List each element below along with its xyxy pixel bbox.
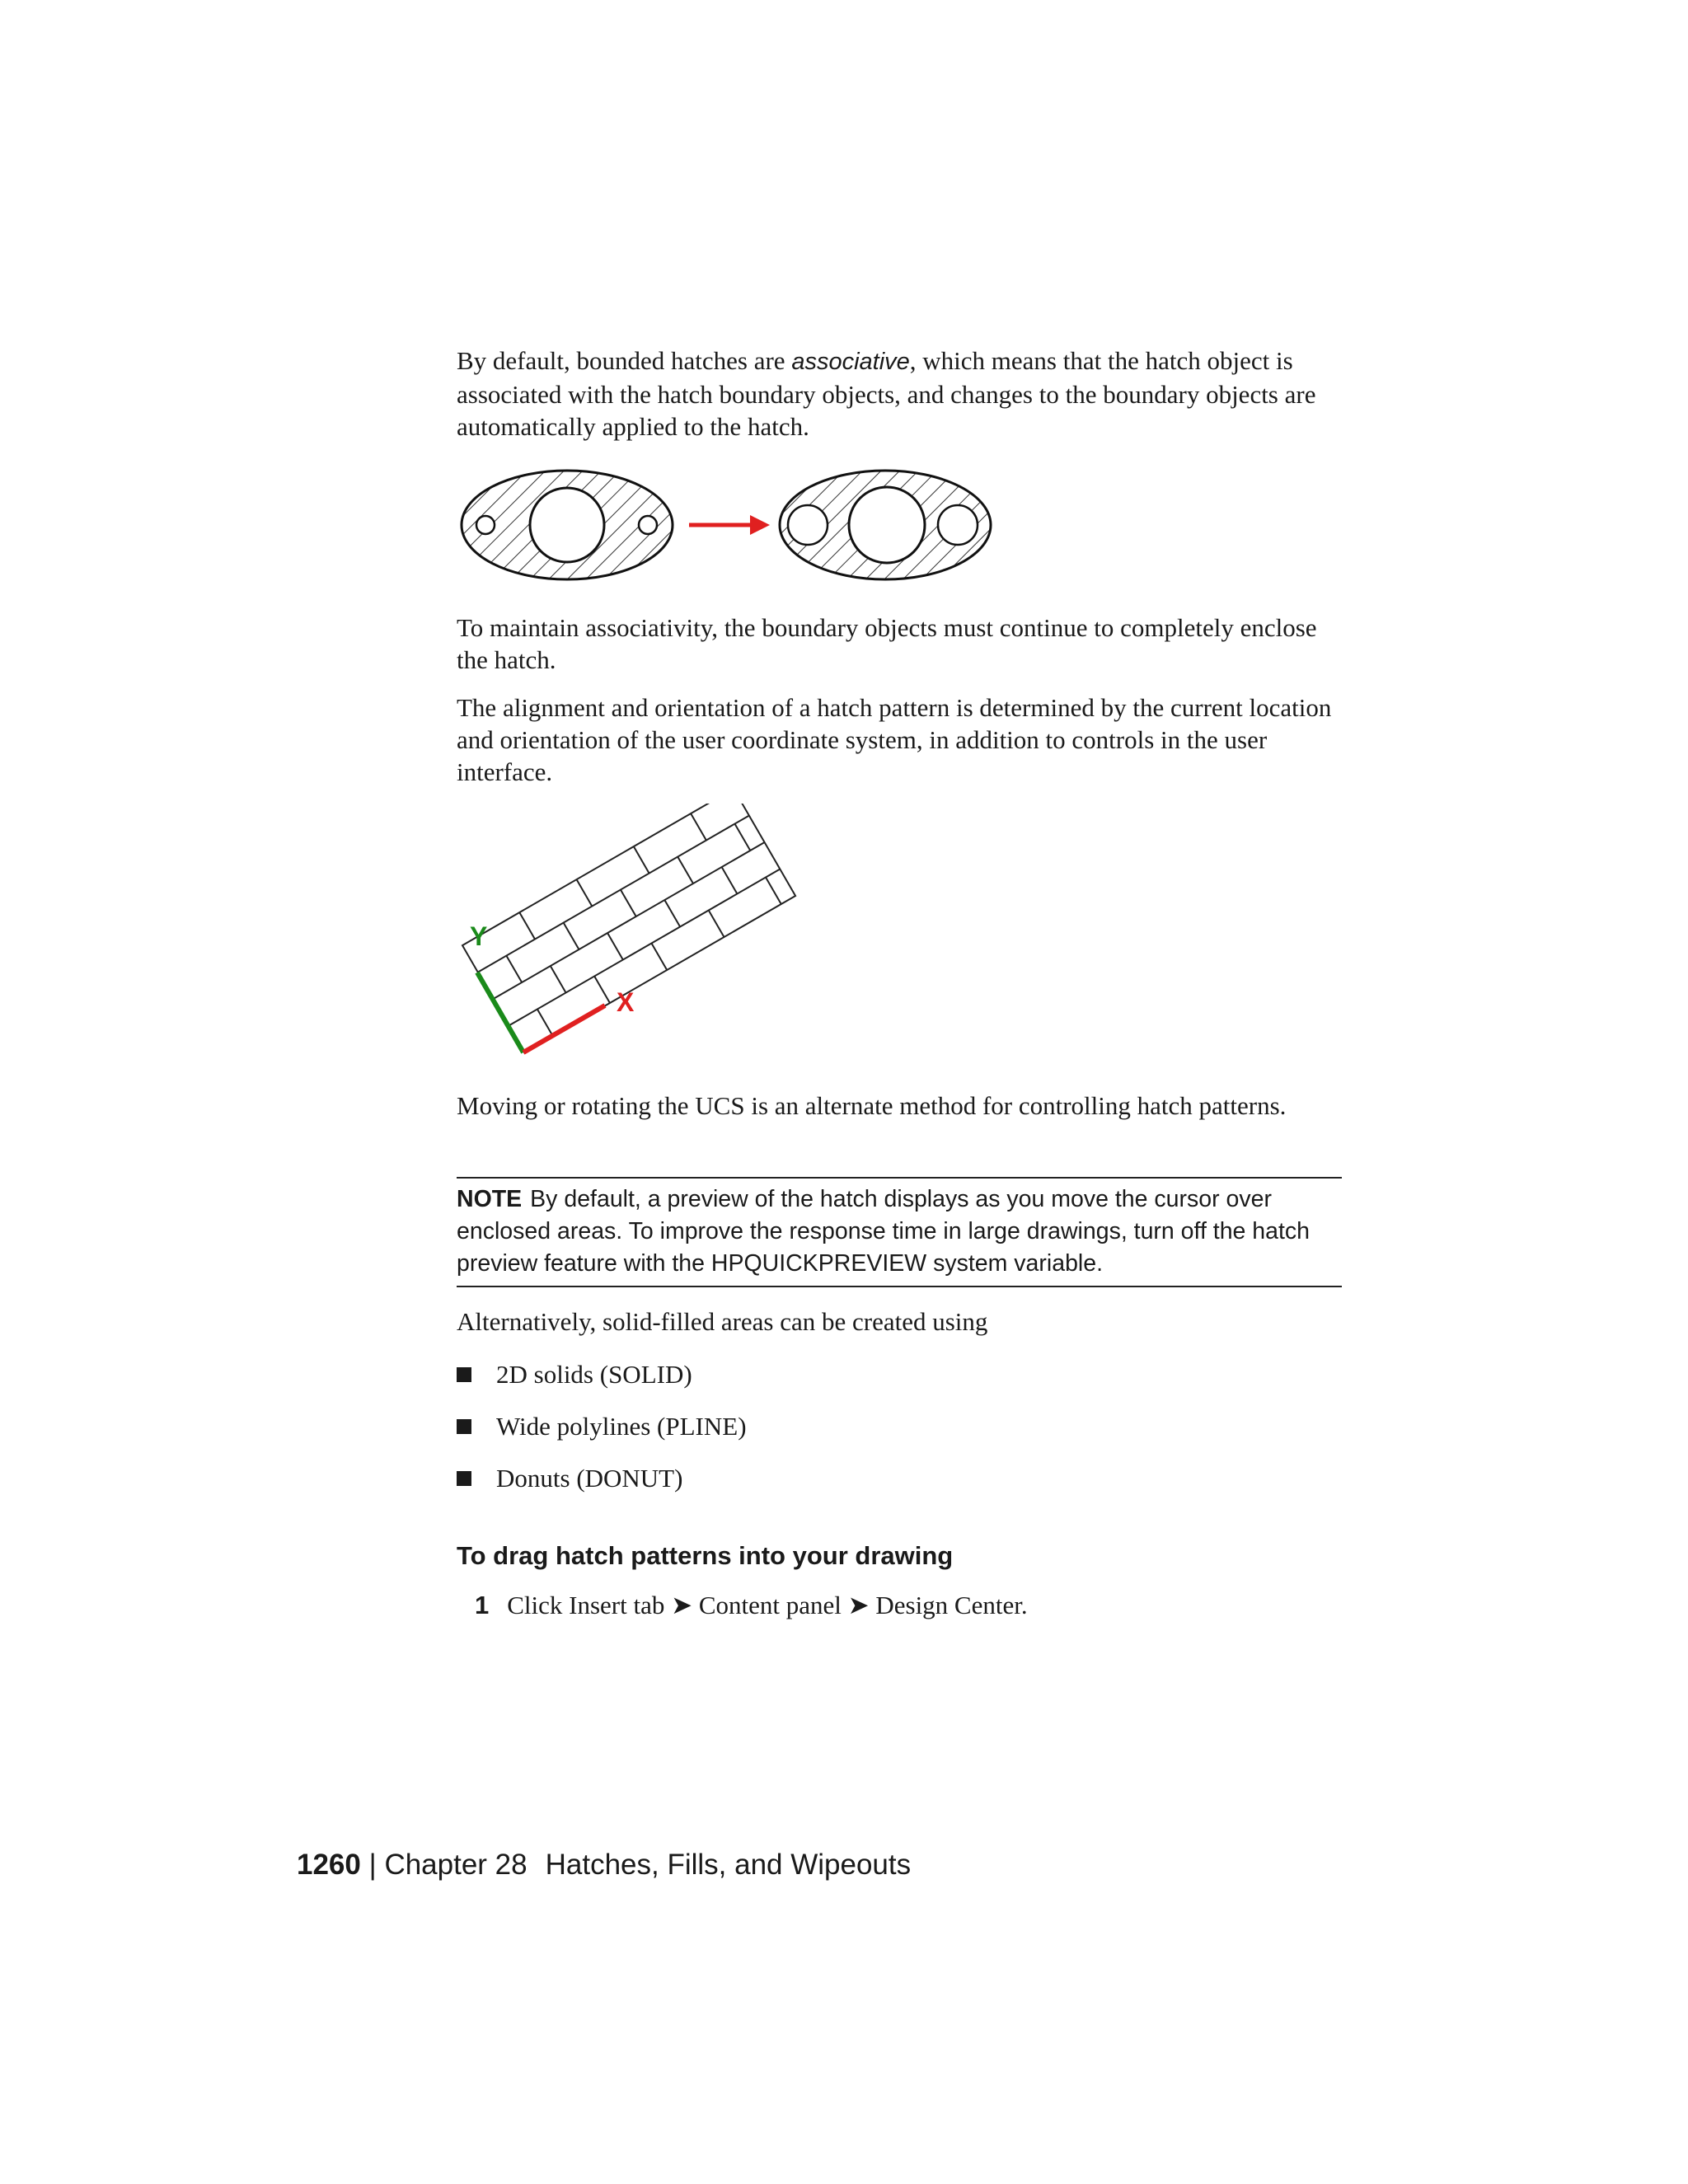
step-number: 1: [475, 1591, 490, 1619]
list-item-text: Donuts (DONUT): [496, 1464, 683, 1493]
bullet-square-icon: [457, 1419, 471, 1434]
list-item: [457, 1358, 692, 1390]
transition-arrow: [689, 515, 770, 535]
term-associative: associative: [791, 349, 910, 375]
ucs-x-label: X: [617, 987, 635, 1017]
chapter-label: Chapter 28: [384, 1849, 528, 1881]
page-number: 1260: [297, 1849, 361, 1881]
ucs-hatch-figure: [457, 804, 819, 1059]
step-text: Click Insert tab ➤ Content panel ➤ Design Center.: [507, 1591, 1028, 1619]
list-item-text: 2D solids (SOLID): [496, 1360, 692, 1389]
ucs-paragraph: Moving or rotating the UCS is an alternate method for controlling hatch patterns.: [457, 1091, 1287, 1120]
note-box: [457, 1177, 1342, 1287]
gasket-after: [780, 471, 991, 579]
gasket-before: [462, 471, 673, 579]
intro-text-start: By default, bounded hatches are: [457, 346, 792, 375]
list-item: [457, 1410, 747, 1442]
alignment-paragraph: The alignment and orientation of a hatch pattern is determined by the current location and orientation of the user coordinate system, in addition to controls in the user interface.: [457, 693, 1332, 786]
note-text: By default, a preview of the hatch displays as you move the cursor over enclosed areas. To improve the response time in large drawings, turn off the hatch preview feature with the HPQUICKPREVIEW system variable.: [457, 1186, 1311, 1277]
bullet-square-icon: [457, 1367, 471, 1382]
ucs-y-label: Y: [470, 921, 488, 951]
procedure-step: [475, 1589, 1028, 1621]
associative-hatch-figure: [457, 466, 1001, 589]
bullet-square-icon: [457, 1471, 471, 1486]
footer-separator: |: [368, 1849, 377, 1881]
ucs-x-axis: [523, 1005, 605, 1052]
list-item-text: Wide polylines (PLINE): [496, 1412, 747, 1441]
note-label: NOTE: [457, 1186, 523, 1212]
chapter-title: Hatches, Fills, and Wipeouts: [545, 1849, 912, 1881]
list-item: [457, 1462, 682, 1494]
page-footer: [297, 1849, 911, 1882]
intro-paragraph: [457, 344, 1347, 443]
alternatives-paragraph: Alternatively, solid-filled areas can be created using: [457, 1307, 988, 1336]
associativity-paragraph: To maintain associativity, the boundary objects must continue to completely enclose the hatch.: [457, 613, 1317, 674]
intro-text-end: , which means that the hatch object is associated with the hatch boundary objects, and changes to the boundary objects are automatically applied to the hatch.: [457, 346, 1316, 441]
ucs-y-axis: [477, 972, 523, 1052]
procedure-title: To drag hatch patterns into your drawing: [457, 1541, 954, 1570]
